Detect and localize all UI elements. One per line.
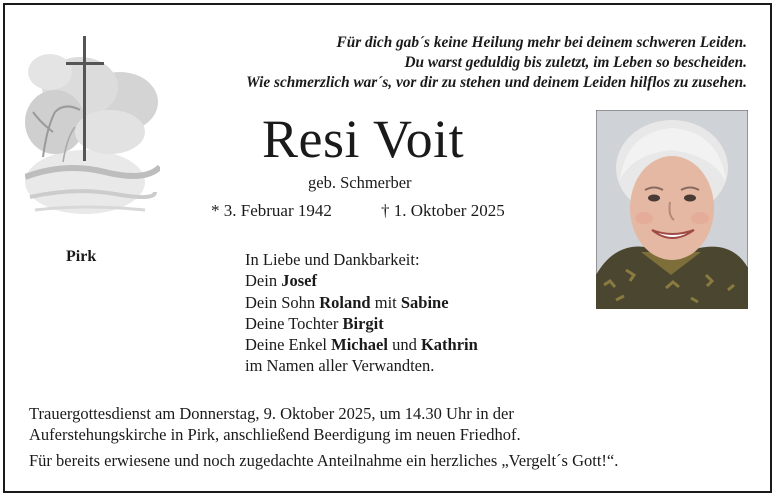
portrait-photo (596, 110, 748, 309)
service-line: Auferstehungskirche in Pirk, anschließend Beerdigung im neuen Friedhof. (29, 425, 521, 444)
birth-name: geb. Schmerber (308, 173, 412, 192)
mourner-line: Deine Tochter Birgit (245, 313, 384, 333)
birth-date: * 3. Februar 1942 (211, 201, 332, 220)
mourners-intro: In Liebe und Dankbarkeit: (245, 250, 420, 269)
verse-line: Für dich gab´s keine Heilung mehr bei deinem schweren Leiden. (336, 34, 747, 51)
memorial-verse (147, 33, 747, 93)
funeral-service-info (29, 403, 618, 471)
service-line: Trauergottesdienst am Donnerstag, 9. Oktober 2025, um 14.30 Uhr in der (29, 404, 514, 423)
mourners-closing: im Namen aller Verwandten. (245, 356, 435, 376)
verse-line: Du warst geduldig bis zuletzt, im Leben so bescheiden. (404, 54, 747, 71)
thanks-line: Für bereits erwiesene und noch zugedachte Anteilnahme ein herzliches „Vergelt´s Gott!“. (29, 451, 619, 470)
deceased-name: Resi Voit (262, 109, 465, 169)
death-date: † 1. Oktober 2025 (381, 201, 505, 220)
verse-line: Wie schmerzlich war´s, vor dir zu stehen und deinem Leiden hilflos zu zusehen. (246, 74, 747, 91)
place-of-residence: Pirk (66, 248, 97, 265)
mourner-line: Deine Enkel Michael und Kathrin (245, 335, 478, 355)
mourner-line: Dein Sohn Roland mit Sabine (245, 292, 449, 312)
mourners-list (245, 249, 478, 377)
mourner-line: Dein Josef (245, 271, 317, 291)
cross-landscape-emblem (25, 32, 160, 222)
